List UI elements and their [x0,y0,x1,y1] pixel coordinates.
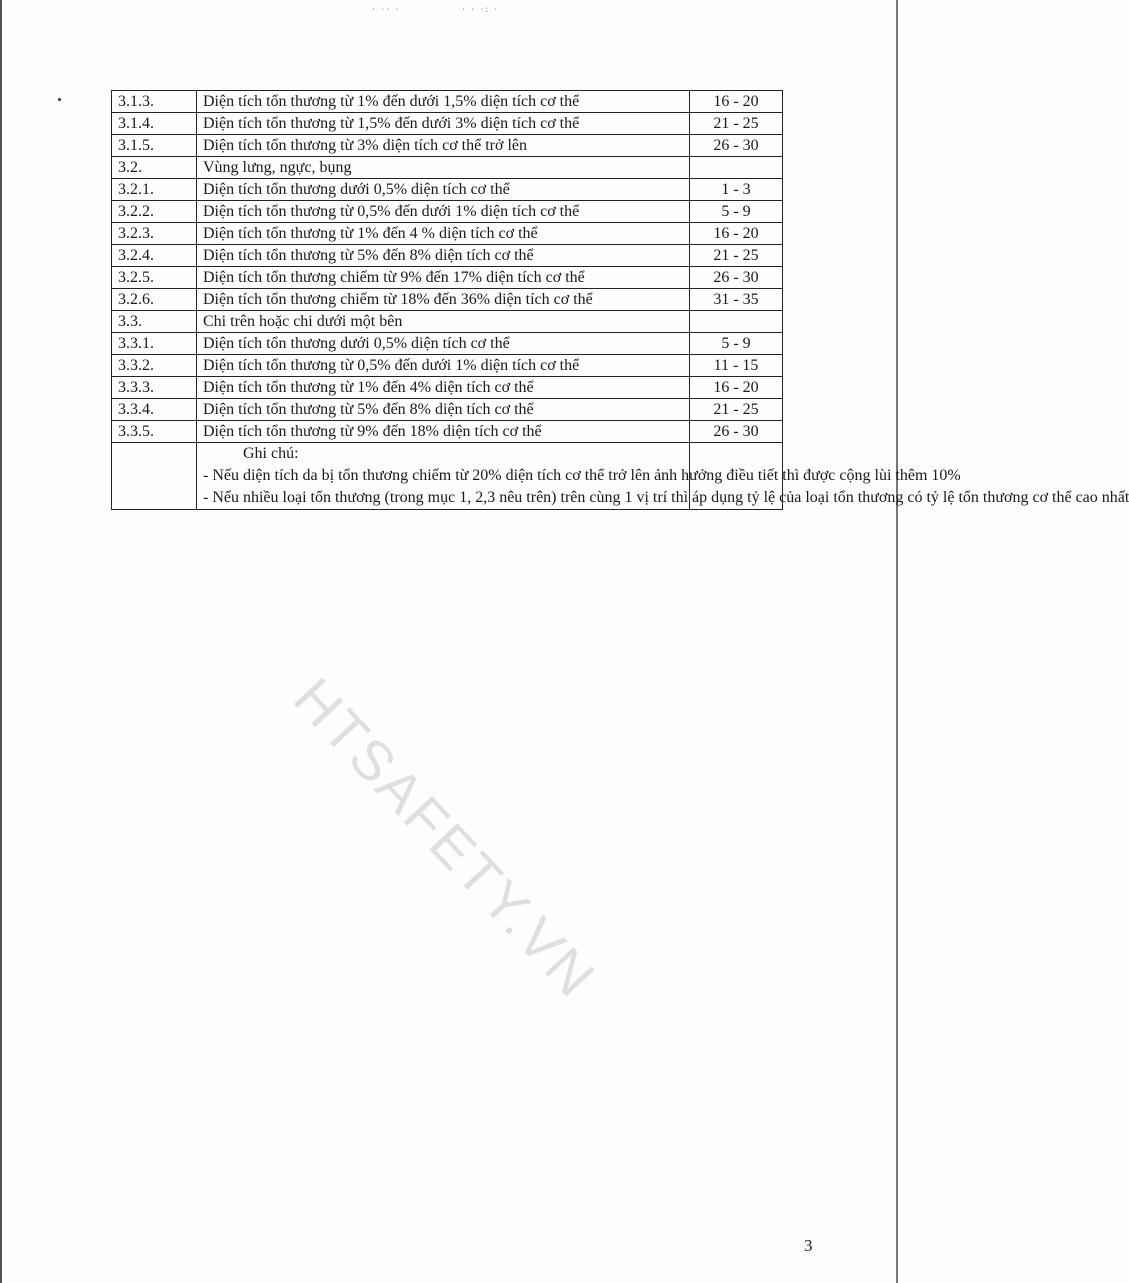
row-description: Diện tích tổn thương từ 3% diện tích cơ thể trở lên [197,135,690,157]
table-row [112,311,783,333]
row-rate: 16 - 20 [690,377,783,399]
scan-speckle: · ·· · [372,4,401,14]
row-description: Diện tích tổn thương từ 0,5% đến dưới 1% diện tích cơ thể [197,201,690,223]
scan-speckle: · · ·: · [462,4,500,14]
row-rate: 5 - 9 [690,333,783,355]
row-code: 3.3. [112,311,197,333]
row-code: 3.1.5. [112,135,197,157]
table-row [112,113,783,135]
table-row [112,377,783,399]
row-description: Diện tích tổn thương dưới 0,5% diện tích cơ thể [197,179,690,201]
row-description: Diện tích tổn thương từ 1% đến 4 % diện tích cơ thể [197,223,690,245]
row-description: Diện tích tổn thương từ 5% đến 8% diện tích cơ thể [197,245,690,267]
row-rate: 5 - 9 [690,201,783,223]
row-description: Diện tích tổn thương từ 1,5% đến dưới 3% diện tích cơ thể [197,113,690,135]
table-row [112,355,783,377]
row-code: 3.1.4. [112,113,197,135]
table-row [112,421,783,443]
row-rate: 16 - 20 [690,223,783,245]
row-description: Diện tích tổn thương chiếm từ 18% đến 36% diện tích cơ thể [197,289,690,311]
page-number: 3 [804,1236,813,1255]
table-row [112,179,783,201]
row-code: 3.2.2. [112,201,197,223]
row-rate: 21 - 25 [690,245,783,267]
note-row [112,443,783,510]
row-code: 3.3.3. [112,377,197,399]
row-description: Diện tích tổn thương từ 5% đến 8% diện tích cơ thể [197,399,690,421]
row-description: Diện tích tổn thương chiếm từ 9% đến 17% diện tích cơ thể [197,267,690,289]
row-rate [690,311,783,333]
table-row [112,157,783,179]
table-row [112,201,783,223]
table-row [112,223,783,245]
row-description: Diện tích tổn thương từ 9% đến 18% diện tích cơ thể [197,421,690,443]
row-rate: 26 - 30 [690,135,783,157]
row-code: 3.2.3. [112,223,197,245]
row-description: Diện tích tổn thương từ 1% đến 4% diện tích cơ thể [197,377,690,399]
row-code: 3.3.5. [112,421,197,443]
note-line: - Nếu diện tích da bị tổn thương chiếm từ 20% diện tích cơ thể trở lên ảnh hưởng điều tiết thì được cộng lùi thêm 10% [203,467,961,484]
stray-dot [58,98,61,101]
row-description: Chi trên hoặc chi dưới một bên [197,311,690,333]
row-rate: 21 - 25 [690,113,783,135]
row-rate: 11 - 15 [690,355,783,377]
row-code: 3.3.1. [112,333,197,355]
row-rate: 21 - 25 [690,399,783,421]
note-title: Ghi chú: [243,445,299,462]
row-code: 3.2.4. [112,245,197,267]
row-rate: 26 - 30 [690,421,783,443]
table-row [112,289,783,311]
table-row [112,245,783,267]
row-rate: 31 - 35 [690,289,783,311]
table-row [112,333,783,355]
note-code-cell [112,443,197,510]
row-description: Diện tích tổn thương từ 0,5% đến dưới 1% diện tích cơ thể [197,355,690,377]
row-rate: 26 - 30 [690,267,783,289]
row-code: 3.2. [112,157,197,179]
row-code: 3.2.5. [112,267,197,289]
table-body [112,91,1129,510]
row-code: 3.1.3. [112,91,197,113]
row-rate: 16 - 20 [690,91,783,113]
row-description: Diện tích tổn thương từ 1% đến dưới 1,5% diện tích cơ thể [197,91,690,113]
watermark: HTSAFETY.VN [281,666,609,1011]
row-description: Vùng lưng, ngực, bụng [197,157,690,179]
note-line: - Nếu nhiều loại tổn thương (trong mục 1, 2,3 nêu trên) trên cùng 1 vị trí thì áp dụng tỷ lệ của loại tổn thương có tỷ lệ tổn thương cơ thể cao nhất [203,489,1129,506]
row-rate: 1 - 3 [690,179,783,201]
row-code: 3.3.4. [112,399,197,421]
table-row [112,399,783,421]
table-row [112,135,783,157]
row-description: Diện tích tổn thương dưới 0,5% diện tích cơ thể [197,333,690,355]
note-cell [197,443,1129,510]
row-code: 3.3.2. [112,355,197,377]
table-row [112,91,783,113]
injury-rate-table [111,90,1129,510]
table-row [112,267,783,289]
row-code: 3.2.6. [112,289,197,311]
row-rate [690,157,783,179]
row-code: 3.2.1. [112,179,197,201]
